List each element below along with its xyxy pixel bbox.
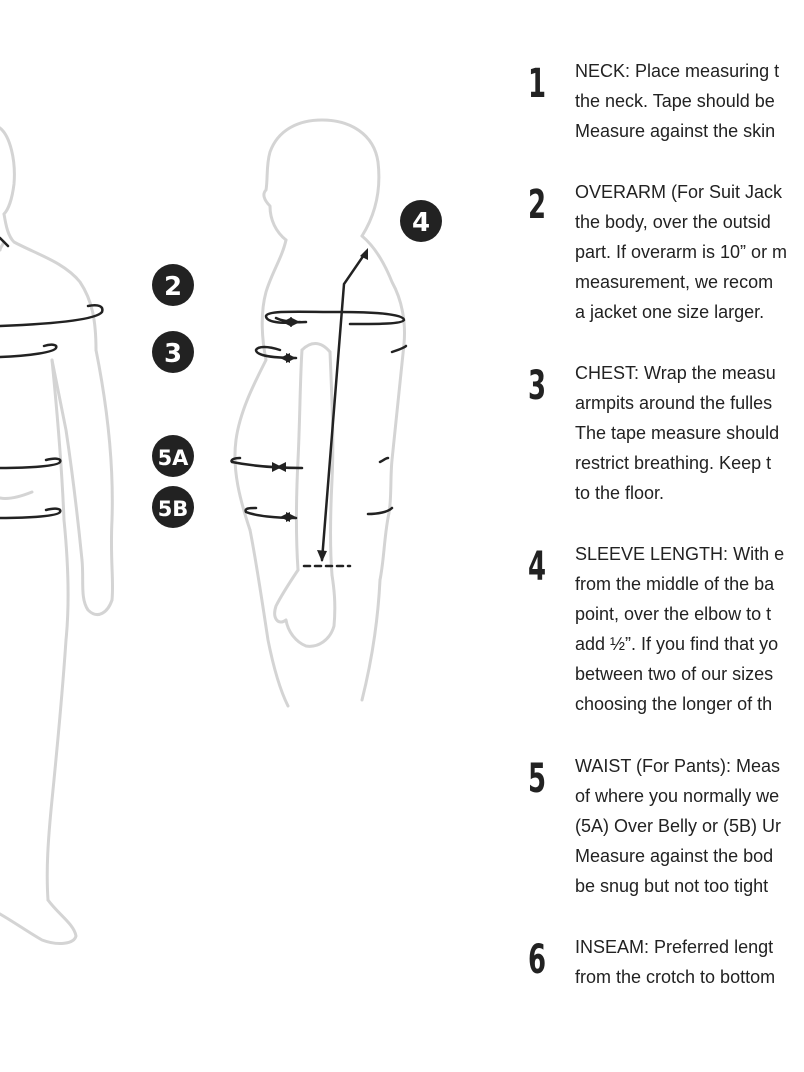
instruction-label: SLEEVE LENGTH: bbox=[575, 544, 729, 564]
instruction-line: armpits around the fulles bbox=[575, 393, 773, 413]
instruction-line: Preferred lengt bbox=[654, 937, 774, 957]
front-figure-outline bbox=[0, 128, 113, 943]
instruction-number: 6 bbox=[528, 937, 547, 983]
instruction-line: Wrap the measu bbox=[644, 363, 776, 383]
arrowhead bbox=[272, 462, 282, 472]
front-waist-5b-tape bbox=[0, 509, 60, 518]
badge-4 bbox=[400, 200, 442, 242]
instruction-line: The tape measure should bbox=[575, 423, 780, 443]
instruction-line: Place measuring t bbox=[635, 61, 780, 81]
instruction-number: 2 bbox=[528, 182, 547, 228]
instruction-number: 1 bbox=[528, 61, 547, 107]
side-waist-5a-tape bbox=[231, 458, 302, 468]
instruction-line: restrict breathing. Keep t bbox=[575, 453, 772, 473]
instruction-line: from the middle of the ba bbox=[575, 574, 775, 594]
instruction-line: Measure against the skin bbox=[575, 121, 776, 141]
instruction-line: With e bbox=[733, 544, 785, 564]
badge-2 bbox=[152, 264, 194, 306]
instruction-line: of where you normally we bbox=[575, 786, 780, 806]
front-overarm-tape bbox=[0, 305, 102, 326]
instruction-line: add ½”. If you find that yo bbox=[575, 634, 779, 654]
instruction-number: 5 bbox=[528, 756, 547, 802]
instruction-line: part. If overarm is 10” or m bbox=[575, 242, 788, 262]
arrowhead bbox=[280, 353, 290, 363]
badge-5b bbox=[152, 486, 194, 528]
instruction-number: 3 bbox=[528, 363, 547, 409]
instruction-line: measurement, we recom bbox=[575, 272, 774, 292]
instruction-line: (5A) Over Belly or (5B) Ur bbox=[575, 816, 782, 836]
arrowhead bbox=[317, 550, 327, 562]
instruction-line: be snug but not too tight bbox=[575, 876, 769, 896]
front-chest-tape bbox=[0, 345, 56, 357]
front-tape-lines bbox=[0, 238, 102, 518]
instruction-text bbox=[575, 177, 804, 327]
arrowhead bbox=[280, 512, 290, 522]
instruction-line: to the floor. bbox=[575, 483, 665, 503]
instruction-label: NECK: bbox=[575, 61, 631, 81]
sleeve-length-line bbox=[322, 252, 366, 560]
instruction-line: Meas bbox=[731, 756, 781, 776]
instruction-label: OVERARM (For Suit Jack bbox=[575, 182, 783, 202]
badge-3-label: 3 bbox=[163, 339, 183, 369]
side-tape-lines bbox=[231, 252, 406, 566]
instruction-line: the neck. Tape should be bbox=[575, 91, 775, 111]
instruction-line: the body, over the outsid bbox=[575, 212, 771, 232]
front-waist-5a-tape bbox=[0, 459, 60, 468]
instruction-label: WAIST (For Pants): bbox=[575, 756, 732, 776]
instruction-label: CHEST: bbox=[575, 363, 640, 383]
badge-2-label: 2 bbox=[163, 272, 183, 302]
instruction-text bbox=[575, 56, 804, 146]
side-waist-5a-back bbox=[380, 458, 388, 462]
instruction-line: Measure against the bod bbox=[575, 846, 774, 866]
instruction-line: choosing the longer of th bbox=[575, 694, 773, 714]
instruction-line: from the crotch to bottom bbox=[575, 967, 776, 987]
instruction-label: INSEAM: bbox=[575, 937, 650, 957]
instruction-text bbox=[575, 539, 804, 719]
badge-5a bbox=[152, 435, 194, 477]
badge-4-label: 4 bbox=[411, 208, 431, 238]
instruction-text bbox=[575, 358, 804, 508]
instruction-text bbox=[575, 751, 804, 901]
measurement-instructions bbox=[528, 56, 804, 1056]
instruction-line: a jacket one size larger. bbox=[575, 302, 765, 322]
badge-5a-label: 5A bbox=[157, 446, 189, 470]
instruction-line: between two of our sizes bbox=[575, 664, 774, 684]
instruction-line: point, over the elbow to t bbox=[575, 604, 772, 624]
badge-5b-label: 5B bbox=[157, 497, 189, 521]
arrowhead bbox=[282, 317, 292, 327]
side-figure-outline bbox=[235, 120, 405, 706]
instruction-text bbox=[575, 932, 804, 992]
badge-3 bbox=[152, 331, 194, 373]
tape-arrowheads bbox=[272, 248, 368, 562]
instruction-number: 4 bbox=[528, 544, 547, 590]
